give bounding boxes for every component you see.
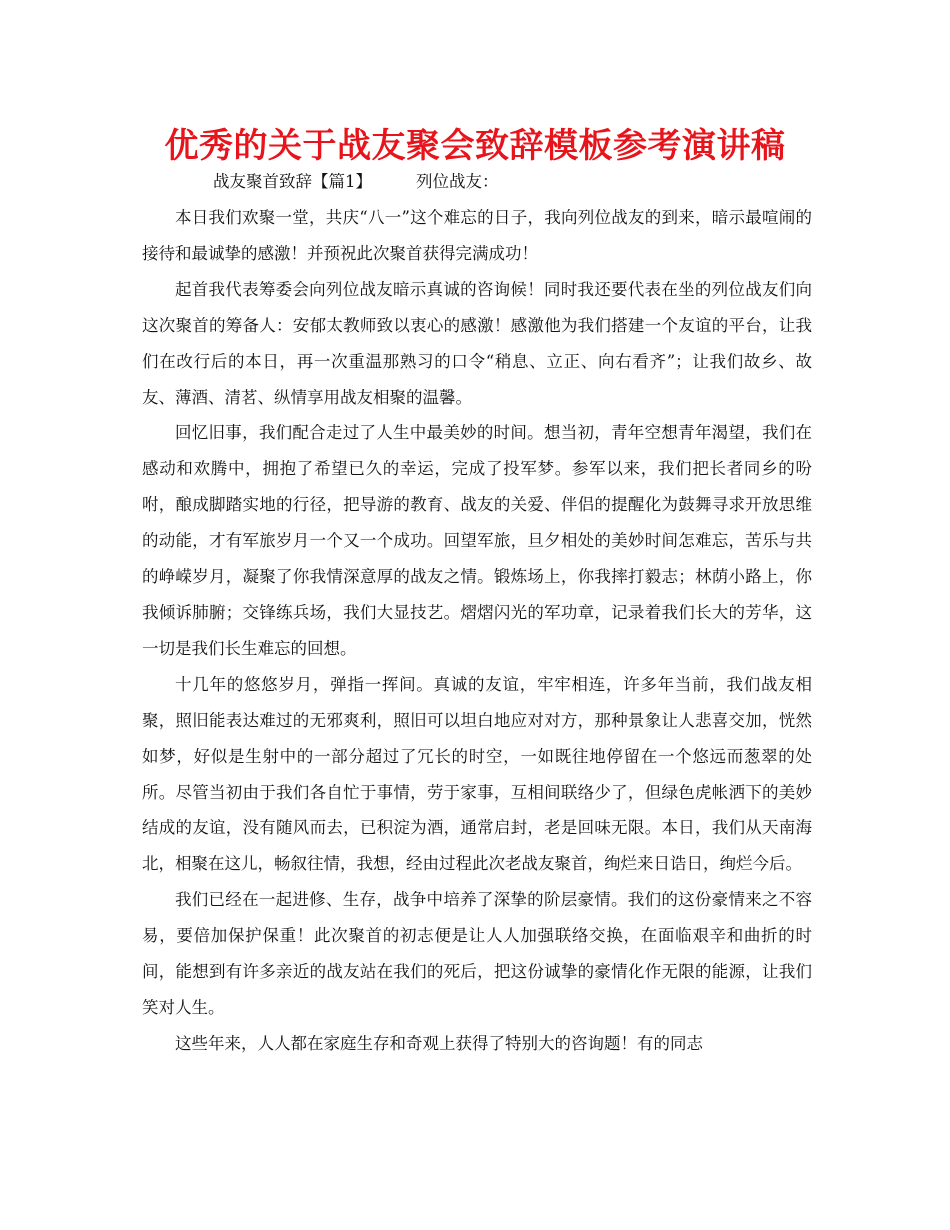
paragraph-1: 本日我们欢聚一堂，共庆“八一”这个难忘的日子，我向列位战友的到来，暗示最喧闹的接待和最诚挚的感激！并预祝此次聚首获得完满成功！ — [142, 208, 812, 263]
paragraph-2: 起首我代表筹委会向列位战友暗示真诚的咨询候！同时我还要代表在坐的列位战友们向这次聚首的筹备人：安郁太教师致以衷心的感激！感激他为我们搭建一个友谊的平台，让我们在改行后的本日，再一次重温那熟习的口令“稍息、立正、向右看齐”；让我们故乡、故友、薄酒、清茗、纵情享用战友相聚的温馨。 — [142, 279, 812, 407]
paragraph-4: 十几年的悠悠岁月，弹指一挥间。真诚的友谊，牢牢相连，许多年当前，我们战友相聚，照旧能表达难过的无邪爽利，照旧可以坦白地应对对方，那种景象让人悲喜交加，恍然如梦，好似是生射中的一部分超过了冗长的时空，一如既往地停留在一个悠远而葱翠的处所。尽管当初由于我们各自忙于事情，劳于家事，互相间联络少了，但绿色虎帐洒下的美妙结成的友谊，没有随风而去，已积淀为酒，通常启封，老是回味无限。本日，我们从天南海北，相聚在这儿，畅叙往情，我想，经由过程此次老战友聚首，绚烂来日诰日，绚烂今后。 — [142, 674, 812, 874]
document-body — [142, 200, 812, 1062]
section-heading — [213, 170, 499, 194]
document-title: 优秀的关于战友聚会致辞模板参考演讲稿 — [164, 126, 786, 166]
paragraph-6: 这些年来，人人都在家庭生存和奇观上获得了特别大的咨询题！有的同志 — [175, 1033, 703, 1053]
paragraph-3: 回忆旧事，我们配合走过了人生中最美妙的时间。想当初，青年空想青年渴望，我们在感动和欢腾中，拥抱了希望已久的幸运，完成了投军梦。参军以来，我们把长者同乡的吩咐，酿成脚踏实地的行径，把导游的教育、战友的关爱、伴侣的提醒化为鼓舞寻求开放思维的动能，才有军旅岁月一个又一个成功。回望军旅，旦夕相处的美妙时间怎难忘，苦乐与共的峥嵘岁月，凝聚了你我情深意厚的战友之情。锻炼场上，你我摔打毅志；林荫小路上，你我倾诉肺腑；交锋练兵场，我们大显技艺。熠熠闪光的军功章，记录着我们长大的芳华，这一切是我们长生难忘的回想。 — [142, 423, 812, 658]
section-label: 战友聚首致辞【篇1】 — [213, 172, 372, 191]
salutation: 列位战友： — [416, 172, 499, 191]
paragraph-5: 我们已经在一起进修、生存，战争中培养了深挚的阶层豪情。我们的这份豪情来之不容易，要倍加保护保重！此次聚首的初志便是让人人加强联络交换，在面临艰辛和曲折的时间，能想到有许多亲近的战友站在我们的死后，把这份诚挚的豪情化作无限的能源，让我们笑对人生。 — [142, 890, 812, 1017]
